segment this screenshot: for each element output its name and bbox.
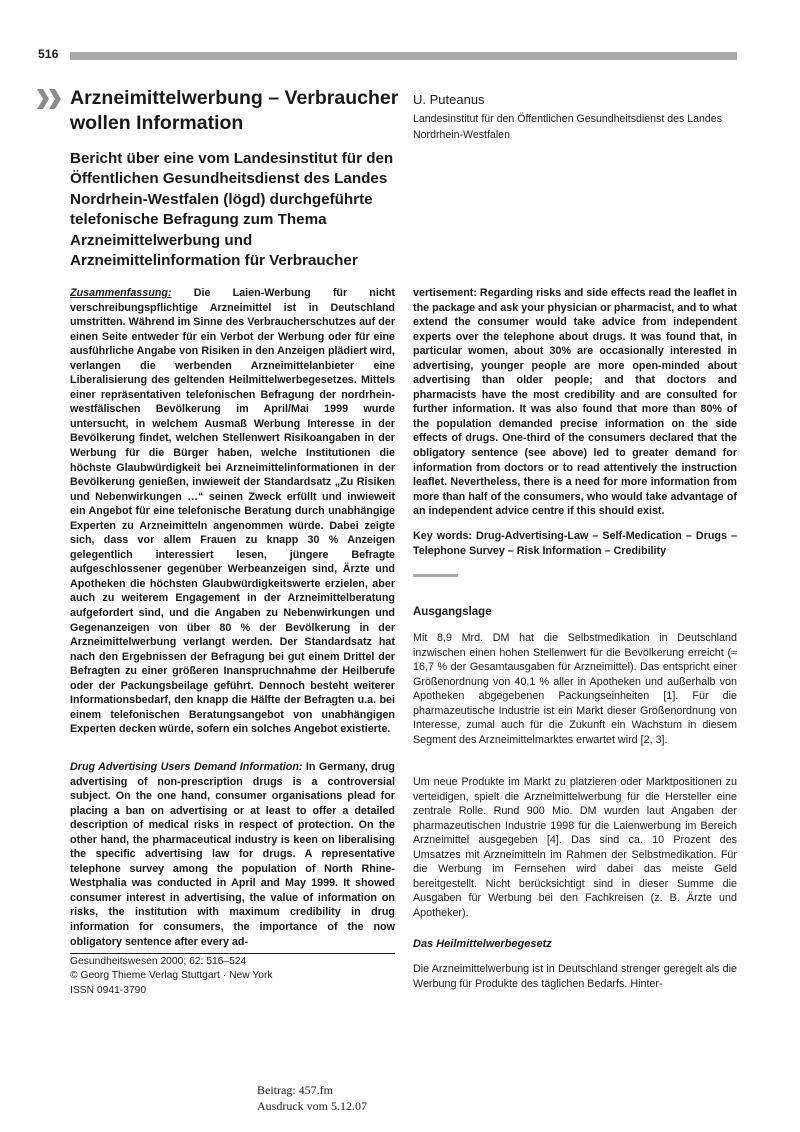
abstract-english-text: In Germany, drug advertising of non-prescription drugs is a controversial subject. On the one hand, consumer organisations plead for placing a ban on advertising or at least to offer a detailed description of medical risks in respect of protection. On the other hand, the pharmaceutical industry is keen on liberalising the specific advertising law for drugs. A representative telephone survey among the population of North Rhine-Westphalia was conducted in April and May 1999. It showed consumer interest in advertising, the value of information on risks, the institution with maximum credibility in drug information for consumers, the importance of the now obligatory sentence after every ad- bbox=[70, 761, 395, 948]
keywords bbox=[413, 529, 737, 558]
citation-journal: Gesundheitswesen 2000; 62: 516–524 bbox=[70, 956, 247, 967]
abstract-english bbox=[70, 760, 395, 949]
header-rule bbox=[70, 52, 737, 60]
citation-rule bbox=[70, 953, 395, 954]
abstract-german-label: Zusammenfassung: bbox=[70, 287, 172, 299]
keywords-text: Drug-Advertising-Law – Self-Medication – Drugs – Telephone Survey – Risk Information – Credibility bbox=[413, 530, 737, 557]
print-info-ausdruck: Ausdruck vom 5.12.07 bbox=[257, 1098, 367, 1113]
body-paragraph-2: Um neue Produkte im Markt zu platzieren oder Marktpositionen zu verteidigen, spielt die Arzneimittelwerbung für die Hersteller eine zentrale Rolle. Rund 900 Mio. DM wurden laut Angaben der pharmazeutischen Industrie 1998 für die Laienwerbung im Bereich Arzneimittel ausgegeben [4]. Das sind ca. 10 Prozent des Umsatzes mit Arzneimitteln im Rahmen der Selbstmedikation. Für die Werbung im Fernsehen wird dabei das meiste Geld bereitgestellt. Nicht berücksichtigt sind in dieser Summe die Ausgaben für Werbung bei den Fachkreisen (z. B. Ärzte und Apotheker). bbox=[413, 776, 737, 919]
body-paragraph bbox=[413, 775, 737, 920]
body-paragraph-3: Die Arzneimittelwerbung ist in Deutschland strenger geregelt als die Werbung für Produkte des täglichen Bedarfs. Hinter- bbox=[413, 963, 737, 990]
author-affiliation: Landesinstitut für den Öffentlichen Gesundheitsdienst des Landes Nordrhein-Westfalen bbox=[413, 113, 722, 141]
body-paragraph bbox=[413, 962, 737, 991]
print-info-beitrag: Beitrag: 457.fm bbox=[257, 1083, 333, 1097]
body-paragraph-1: Mit 8,9 Mrd. DM hat die Selbstmedikation in Deutschland inzwischen einen hohen Stellenwert für die Bevölkerung erreicht (≈ 16,7 % der Gesamtausgaben für Arzneimittel). Das entspricht einer Größenordnung von 40,1 % aller in Apotheken und außerhalb von Apotheken abgegebenen Packungseinheiten [1]. Für die pharmazeutische Industrie ist ein Markt dieser Größenordnung von Interesse, zumal auch für die Zukunft ein Wachstum in diesem Segment des Arzneimittelmarktes erwartet wird [2, 3]. bbox=[413, 632, 737, 746]
subsection-heading: Das Heilmittelwerbegesetz bbox=[413, 938, 552, 950]
section-heading: Ausgangslage bbox=[413, 606, 492, 618]
article-subtitle: Bericht über eine vom Landesinstitut für den Öffentlichen Gesundheitsdienst des Landes Nordrhein-Westfalen (lögd) durchgeführte telefonische Befragung zum Thema Arzneimittelwerbung und Arzneimittelinformation für Verbraucher bbox=[70, 150, 394, 270]
abstract-german bbox=[70, 286, 395, 737]
article-title: Arzneimittelwerbung – Verbraucher wollen Information bbox=[70, 87, 399, 134]
citation-block bbox=[70, 955, 273, 998]
print-info bbox=[257, 1083, 367, 1114]
section-divider bbox=[413, 574, 458, 577]
double-chevron-icon bbox=[36, 88, 64, 110]
abstract-english-continuation-text: vertisement: Regarding risks and side effects read the leaflet in the package and ask your physician or pharmacist, and to what extend the consumer would take advice from independent experts over the telephone about drugs. It was found that, in particular women, about 30% are occasionally interested in advertising, younger people are more open-minded about advertising than older people; and that doctors and pharmacists have the most credibility and are consulted for further information. It was also found that more than 80% of the population demanded precise information on the side effects of drugs. One-third of the consumers declared that the obligatory sentence (see above) led to greater demand for information from doctors or to read attentively the instruction leaflet. Nevertheless, there is a need for more information from more than half of the consumers, who would take advantage of an independent advice centre if this should exist. bbox=[413, 287, 737, 518]
abstract-german-text: Die Laien-Werbung für nicht verschreibungspflichtige Arzneimittel ist in Deutschland umstritten. Während im Sinne des Verbraucherschutzes auf der einen Seite entweder für ein Verbot der Werbung oder für eine ausführliche Angabe von Risiken in den Anzeigen plädiert wird, verlangen die werbenden Arzneimittelanbieter eine Liberalisierung des geltenden Heilmittelwerbegesetzes. Mittels einer repräsentativen telefonischen Befragung der nordrhein-westfälischen Bevölkerung im April/Mai 1999 wurde untersucht, in welchem Ausmaß Werbung Interesse in der Bevölkerung findet, welchen Stellenwert Risikoangaben in der Werbung für die Bürger haben, welche Institutionen die höchste Glaubwürdigkeit bei Arzneimittelinformationen in der Bevölkerung genießen, inwieweit der Standardsatz „Zu Risiken und Nebenwirkungen …“ seinen Zweck erfüllt und inwieweit ein Angebot für eine telefonische Beratung durch unabhängige Experten zu Arzneimitteln angenommen würde. Dabei zeigte sich, dass vor allem Frauen zu knapp 30 % Anzeigen gelegentlich interessiert lesen, jüngere Befragte aufgeschlossener gegenüber Werbeanzeigen sind, Ärzte und Apotheken die höchsten Glaubwürdigkeitswerte erzielen, aber auch zu weiterem Engagement in der Arzneimittelberatung aufgefordert sind, und die Angaben zu Nebenwirkungen und Gegenanzeigen von über 80 % der Bevölkerung in der Arzneimittelwerbung verlangt werden. Der Standardsatz hat nach den Ergebnissen der Befragung bei gut einem Drittel der Befragten zu einer größeren Inanspruchnahme der Heilberufe oder der Packungsbeilage geführt. Dennoch besteht weiterer Informationsbedarf, den knapp die Hälfte der Befragten u.a. bei einem telefonischen Beratungsangebot von unabhängigen Experten decken würde, sofern ein solches Angebot existierte. bbox=[70, 287, 395, 736]
abstract-english-label: Drug Advertising Users Demand Information: bbox=[70, 761, 303, 773]
abstract-english-continuation bbox=[413, 286, 737, 519]
citation-issn: ISSN 0941-3790 bbox=[70, 984, 147, 996]
author-name: U. Puteanus bbox=[413, 92, 485, 107]
citation-publisher: © Georg Thieme Verlag Stuttgart · New York bbox=[70, 970, 273, 982]
keywords-label: Key words: bbox=[413, 530, 473, 542]
body-paragraph bbox=[413, 631, 737, 747]
page-number: 516 bbox=[38, 47, 59, 61]
